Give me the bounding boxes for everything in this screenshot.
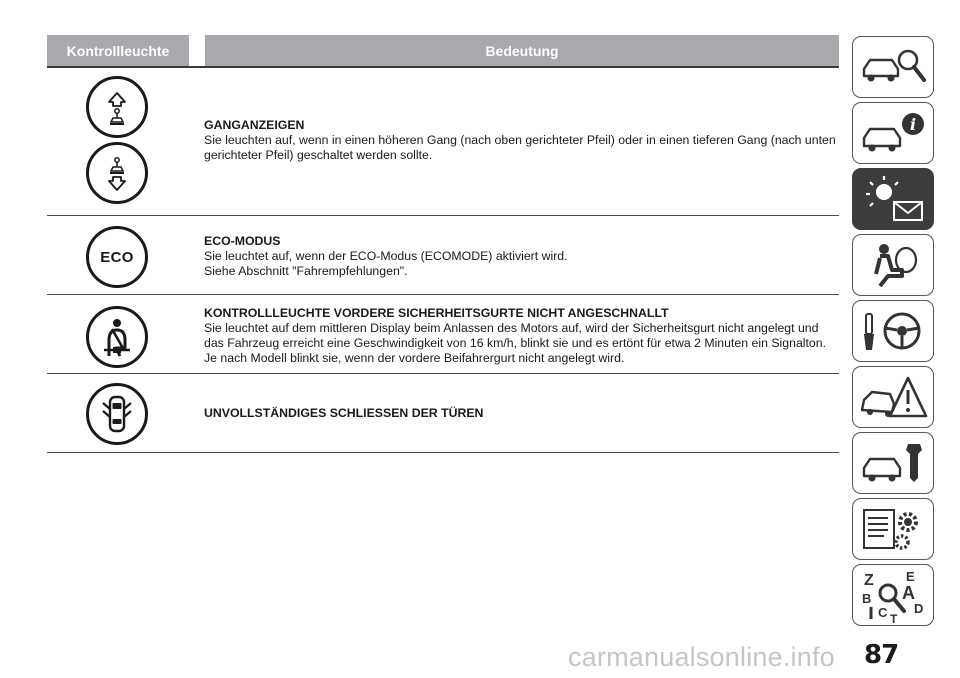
- row-divider: [47, 294, 839, 295]
- entry-title: GANGANZEIGEN: [204, 118, 305, 132]
- entry-description-extra: Siehe Abschnitt "Fahrempfehlungen".: [204, 264, 408, 278]
- entry-description: Sie leuchten auf, wenn in einen höheren Gang (nach oben gerichteter Pfeil) oder in einen tieferen Gang (nach unten gerichteter Pfeil) geschaltet werden sollte.: [204, 133, 836, 162]
- car-crash-warning-icon: [858, 372, 928, 422]
- svg-text:C: C: [878, 605, 888, 620]
- specs-gears-icon: [858, 504, 928, 554]
- column-header-indicator: Kontrollleuchte: [47, 35, 189, 67]
- svg-text:A: A: [902, 583, 915, 603]
- row-divider: [47, 215, 839, 216]
- svg-text:Z: Z: [864, 572, 874, 589]
- alphabetical-index-icon: [858, 567, 928, 623]
- watermark: carmanualsonline.info: [568, 642, 835, 672]
- warning-light-message-icon: [858, 174, 928, 224]
- page-number: 87: [864, 640, 899, 670]
- eco-mode-icon: [86, 226, 148, 288]
- tab-car-search[interactable]: [852, 36, 934, 98]
- tab-index[interactable]: [852, 564, 934, 626]
- tab-maintenance[interactable]: [852, 432, 934, 494]
- entry-description: Sie leuchtet auf dem mittleren Display beim Anlassen des Motors auf, wird der Sicherheitsgurt nicht angelegt und das Fahrzeug erreicht eine Geschwindigkeit von 16 km/h, blinkt sie und es ertönt für etwa 2 Minuten ein Signalton.: [204, 321, 827, 350]
- svg-text:B: B: [862, 591, 872, 606]
- column-header-meaning: Bedeutung: [205, 35, 839, 67]
- svg-text:T: T: [890, 612, 898, 623]
- entry-description: Sie leuchtet auf, wenn der ECO-Modus (ECOMODE) aktiviert wird.: [204, 249, 568, 263]
- svg-text:i: i: [909, 115, 917, 134]
- row-divider: [47, 373, 839, 374]
- entry-description-extra: Je nach Modell blinkt sie, wenn der vordere Beifahrergurt nicht angelegt wird.: [204, 351, 625, 365]
- entry-doors-open: [204, 406, 840, 421]
- car-search-icon: [858, 42, 928, 92]
- tab-starting-driving[interactable]: [852, 300, 934, 362]
- entry-title: ECO-MODUS: [204, 234, 281, 248]
- svg-text:E: E: [906, 569, 915, 584]
- gear-down-arrow-icon: [86, 142, 148, 204]
- tab-warning-lights[interactable]: [852, 168, 934, 230]
- entry-seatbelt: [204, 306, 840, 366]
- seatbelt-icon: [86, 306, 148, 368]
- key-steering-wheel-icon: [858, 306, 928, 356]
- tab-safety[interactable]: [852, 234, 934, 296]
- airbag-passenger-icon: [858, 240, 928, 290]
- tab-emergency[interactable]: [852, 366, 934, 428]
- entry-title: UNVOLLSTÄNDIGES SCHLIESSEN DER TÜREN: [204, 406, 484, 420]
- entry-title: KONTROLLLEUCHTE VORDERE SICHERHEITSGURTE NICHT ANGESCHNALLT: [204, 306, 669, 320]
- entry-eco-mode: [204, 234, 840, 279]
- row-divider: [47, 452, 839, 453]
- header-divider: [47, 66, 839, 68]
- car-wrench-icon: [858, 438, 928, 488]
- gear-up-arrow-icon: [86, 76, 148, 138]
- tab-technical-data[interactable]: [852, 498, 934, 560]
- tab-car-info[interactable]: [852, 102, 934, 164]
- entry-gear-indicator: [204, 118, 840, 163]
- eco-icon-label: ECO: [100, 248, 134, 266]
- car-doors-open-icon: [86, 383, 148, 445]
- svg-text:D: D: [914, 601, 924, 616]
- table-header: [47, 35, 839, 67]
- car-info-icon: [858, 108, 928, 158]
